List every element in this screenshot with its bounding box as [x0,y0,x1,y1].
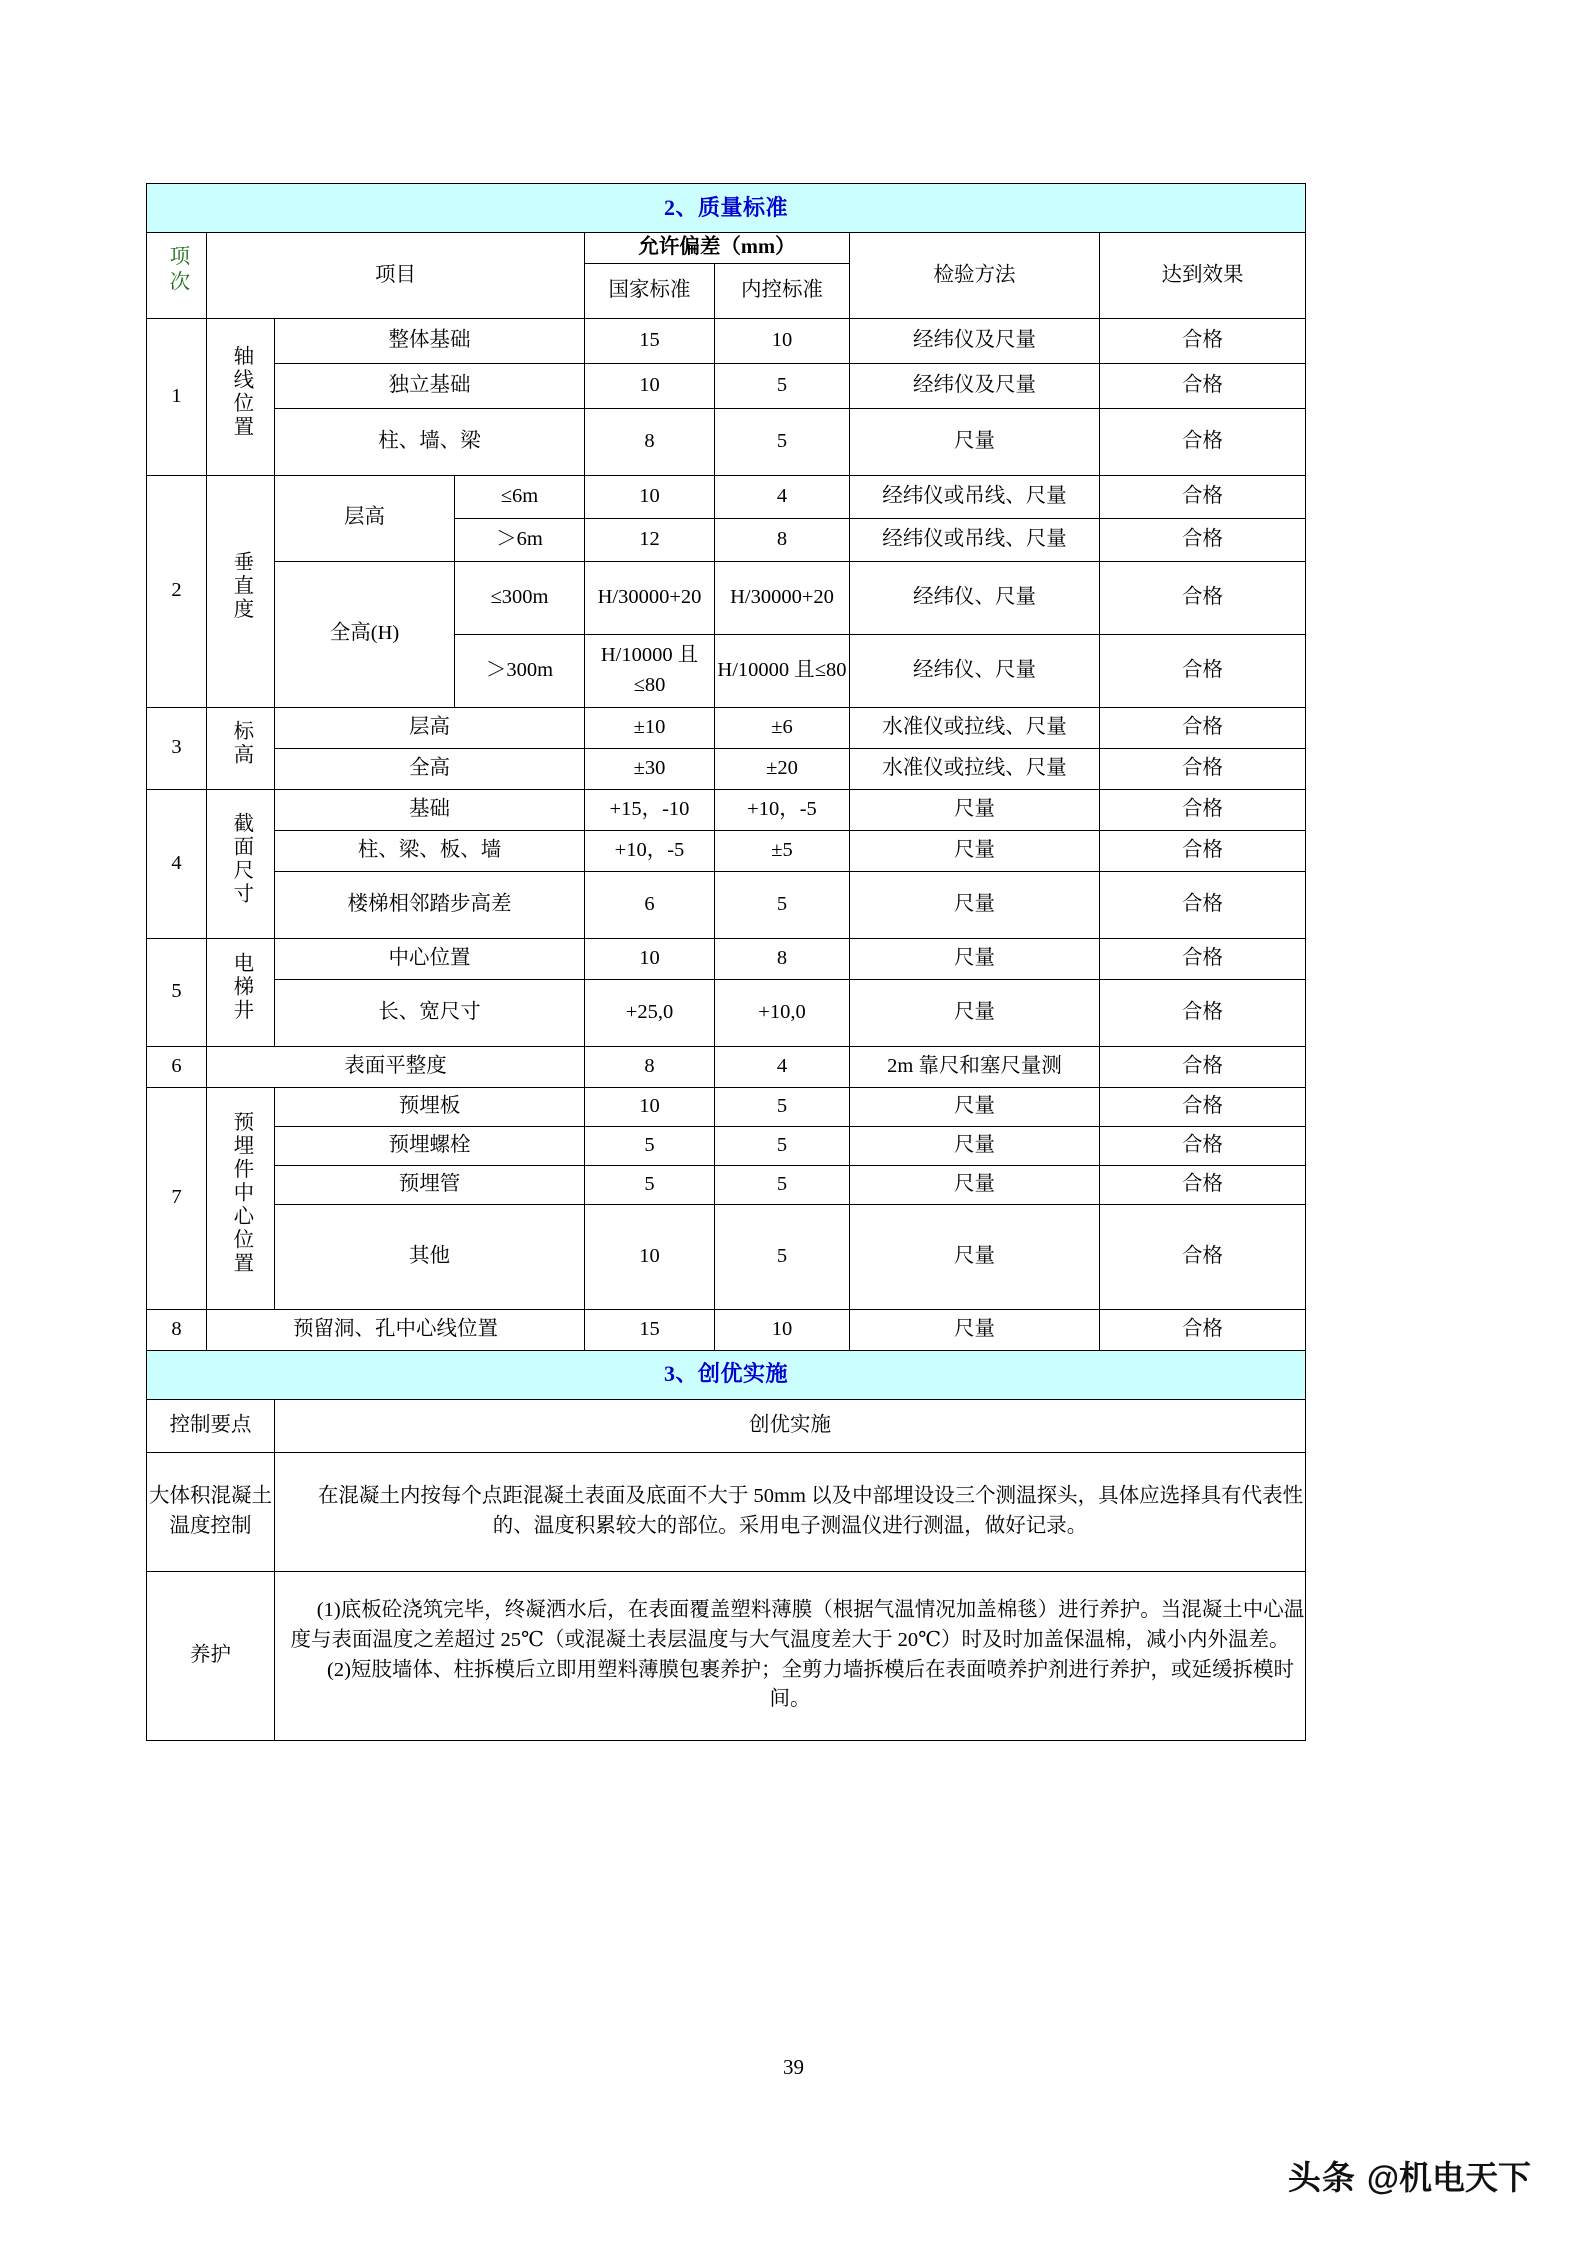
row-subitem: 柱、墙、梁 [275,408,585,475]
row-internal: 5 [715,1126,850,1165]
row-method: 尺量 [850,789,1100,830]
row-effect: 合格 [1100,475,1306,518]
row-national: 6 [585,871,715,938]
row-effect: 合格 [1100,1204,1306,1309]
row-method: 尺量 [850,1126,1100,1165]
table-row [147,1126,1306,1165]
row-effect: 合格 [1100,1046,1306,1087]
row-subitem: 预留洞、孔中心线位置 [207,1309,585,1350]
row-internal: 8 [715,518,850,561]
row-subitem: 层高 [275,707,585,748]
row-subitem-2: ＞6m [455,518,585,561]
row-method: 尺量 [850,1165,1100,1204]
row-category: 垂直度 [207,475,275,707]
row-method: 经纬仪及尺量 [850,318,1100,363]
row-subitem: 预埋螺栓 [275,1126,585,1165]
row-internal: 5 [715,1087,850,1126]
row-method: 尺量 [850,871,1100,938]
row-internal: H/30000+20 [715,561,850,634]
row-effect: 合格 [1100,363,1306,408]
row-effect: 合格 [1100,1165,1306,1204]
row-internal: ±20 [715,748,850,789]
row-no: 1 [147,318,207,475]
table-row [147,1204,1306,1309]
row-national: +25,0 [585,979,715,1046]
header-internal-standard: 内控标准 [715,263,850,318]
table-row [147,363,1306,408]
section3-header-row [147,1399,1306,1452]
row-subitem: 中心位置 [275,938,585,979]
table-row [147,748,1306,789]
row-method: 经纬仪、尺量 [850,561,1100,634]
row-no: 8 [147,1309,207,1350]
row-internal: 10 [715,318,850,363]
row-subitem-2: ≤6m [455,475,585,518]
row-effect: 合格 [1100,1087,1306,1126]
row-method: 尺量 [850,408,1100,475]
row-internal: ±6 [715,707,850,748]
control-point-label: 大体积混凝土温度控制 [147,1452,275,1571]
row-method: 经纬仪及尺量 [850,363,1100,408]
row-internal: 8 [715,938,850,979]
row-national: H/10000 且≤80 [585,634,715,707]
row-effect: 合格 [1100,518,1306,561]
section3-banner-row [147,1350,1306,1399]
row-subitem: 基础 [275,789,585,830]
row-national: 10 [585,1087,715,1126]
control-point-label: 养护 [147,1571,275,1740]
section2-banner-row [147,184,1306,233]
implementation-paragraph: (1)底板砼浇筑完毕，终凝洒水后，在表面覆盖塑料薄膜（根据气温情况加盖棉毯）进行养护。当混凝土中心温度与表面温度之差超过 25℃（或混凝土表层温度与大气温度差大于 20℃）时及时加盖保温棉，减小内外温差。 [290,1599,1305,1651]
row-no: 7 [147,1087,207,1309]
row-national: ±30 [585,748,715,789]
row-national: 10 [585,1204,715,1309]
row-subitem: 全高(H) [275,561,455,707]
row-method: 经纬仪或吊线、尺量 [850,475,1100,518]
row-subitem-2: ＞300m [455,634,585,707]
row-effect: 合格 [1100,318,1306,363]
row-effect: 合格 [1100,938,1306,979]
row-national: +10，-5 [585,830,715,871]
row-subitem: 柱、梁、板、墙 [275,830,585,871]
row-national: 10 [585,938,715,979]
row-subitem-2: ≤300m [455,561,585,634]
row-category: 截面尺寸 [207,789,275,938]
row-subitem: 整体基础 [275,318,585,363]
table-row [147,1046,1306,1087]
section2-banner [147,184,1306,233]
row-method: 尺量 [850,830,1100,871]
header-item: 项目 [207,233,585,319]
row-category: 标高 [207,707,275,789]
row-no: 4 [147,789,207,938]
row-method: 尺量 [850,1087,1100,1126]
row-subitem: 预埋管 [275,1165,585,1204]
row-internal: 10 [715,1309,850,1350]
row-subitem: 长、宽尺寸 [275,979,585,1046]
row-effect: 合格 [1100,634,1306,707]
row-national: 8 [585,408,715,475]
table-row [147,1087,1306,1126]
row-category: 预埋件中心位置 [207,1087,275,1309]
row-internal: 5 [715,363,850,408]
watermark-handle: @机电天下 [1366,2159,1531,2196]
table-row [147,871,1306,938]
row-method: 2m 靠尺和塞尺量测 [850,1046,1100,1087]
header-deviation-group: 允许偏差（mm） [585,233,850,264]
header-item-no: 项次 [147,233,207,319]
row-method: 水准仪或拉线、尺量 [850,707,1100,748]
row-method: 尺量 [850,979,1100,1046]
row-internal: 5 [715,408,850,475]
section3-banner [147,1350,1306,1399]
row-internal: +10,0 [715,979,850,1046]
row-national: 5 [585,1126,715,1165]
row-no: 2 [147,475,207,707]
row-method: 经纬仪、尺量 [850,634,1100,707]
row-method: 经纬仪或吊线、尺量 [850,518,1100,561]
row-internal: 5 [715,871,850,938]
section2-banner-label: 2、质量标准 [664,194,789,220]
watermark [1288,2152,1531,2199]
row-subitem: 楼梯相邻踏步高差 [275,871,585,938]
table-row [147,1309,1306,1350]
section3-banner-label: 3、创优实施 [664,1361,789,1387]
section3-row [147,1571,1306,1740]
row-national: ±10 [585,707,715,748]
table-header-row-1 [147,233,1306,264]
header-effect: 达到效果 [1100,233,1306,319]
table-row [147,561,1306,634]
row-internal: H/10000 且≤80 [715,634,850,707]
row-effect: 合格 [1100,871,1306,938]
row-national: 10 [585,363,715,408]
header-control-point: 控制要点 [147,1399,275,1452]
row-national: +15，-10 [585,789,715,830]
table-row [147,938,1306,979]
toutiao-logo-icon: 头条 [1287,2159,1356,2196]
table-row [147,408,1306,475]
table-row [147,318,1306,363]
row-effect: 合格 [1100,830,1306,871]
row-method: 尺量 [850,1204,1100,1309]
row-subitem: 预埋板 [275,1087,585,1126]
row-effect: 合格 [1100,979,1306,1046]
table-row [147,830,1306,871]
implementation-text [275,1452,1306,1571]
table-row [147,979,1306,1046]
implementation-paragraph: 在混凝土内按每个点距混凝土表面及底面不大于 50mm 以及中部埋设设三个测温探头，具体应选择具有代表性的、温度积累较大的部位。采用电子测温仪进行测温，做好记录。 [317,1485,1304,1537]
row-national: H/30000+20 [585,561,715,634]
row-national: 8 [585,1046,715,1087]
row-internal: ±5 [715,830,850,871]
row-subitem: 全高 [275,748,585,789]
table-row [147,707,1306,748]
row-effect: 合格 [1100,707,1306,748]
table-row [147,789,1306,830]
row-subitem: 层高 [275,475,455,561]
row-national: 15 [585,318,715,363]
row-national: 15 [585,1309,715,1350]
row-effect: 合格 [1100,789,1306,830]
row-effect: 合格 [1100,1126,1306,1165]
row-effect: 合格 [1100,748,1306,789]
row-effect: 合格 [1100,1309,1306,1350]
implementation-paragraph: (2)短肢墙体、柱拆模后立即用塑料薄膜包裹养护；全剪力墙拆模后在表面喷养护剂进行养护，或延缓拆模时间。 [327,1658,1294,1711]
header-national-standard: 国家标准 [585,263,715,318]
header-inspection-method: 检验方法 [850,233,1100,319]
row-internal: 5 [715,1204,850,1309]
row-category: 轴线位置 [207,318,275,475]
row-internal: +10，-5 [715,789,850,830]
row-no: 6 [147,1046,207,1087]
table-row [147,475,1306,518]
row-internal: 4 [715,1046,850,1087]
quality-standard-table-wrap [146,183,1305,1741]
row-effect: 合格 [1100,561,1306,634]
row-national: 5 [585,1165,715,1204]
row-subitem: 其他 [275,1204,585,1309]
row-subitem: 表面平整度 [207,1046,585,1087]
row-effect: 合格 [1100,408,1306,475]
page-number: 39 [783,2055,804,2079]
header-implementation: 创优实施 [275,1399,1306,1452]
section3-row [147,1452,1306,1571]
table-row [147,1165,1306,1204]
row-national: 12 [585,518,715,561]
quality-standard-table [146,183,1306,1741]
row-no: 3 [147,707,207,789]
row-category: 电梯井 [207,938,275,1046]
row-method: 尺量 [850,1309,1100,1350]
row-subitem: 独立基础 [275,363,585,408]
row-internal: 5 [715,1165,850,1204]
row-national: 10 [585,475,715,518]
row-method: 尺量 [850,938,1100,979]
row-no: 5 [147,938,207,1046]
implementation-text [275,1571,1306,1740]
row-method: 水准仪或拉线、尺量 [850,748,1100,789]
row-internal: 4 [715,475,850,518]
